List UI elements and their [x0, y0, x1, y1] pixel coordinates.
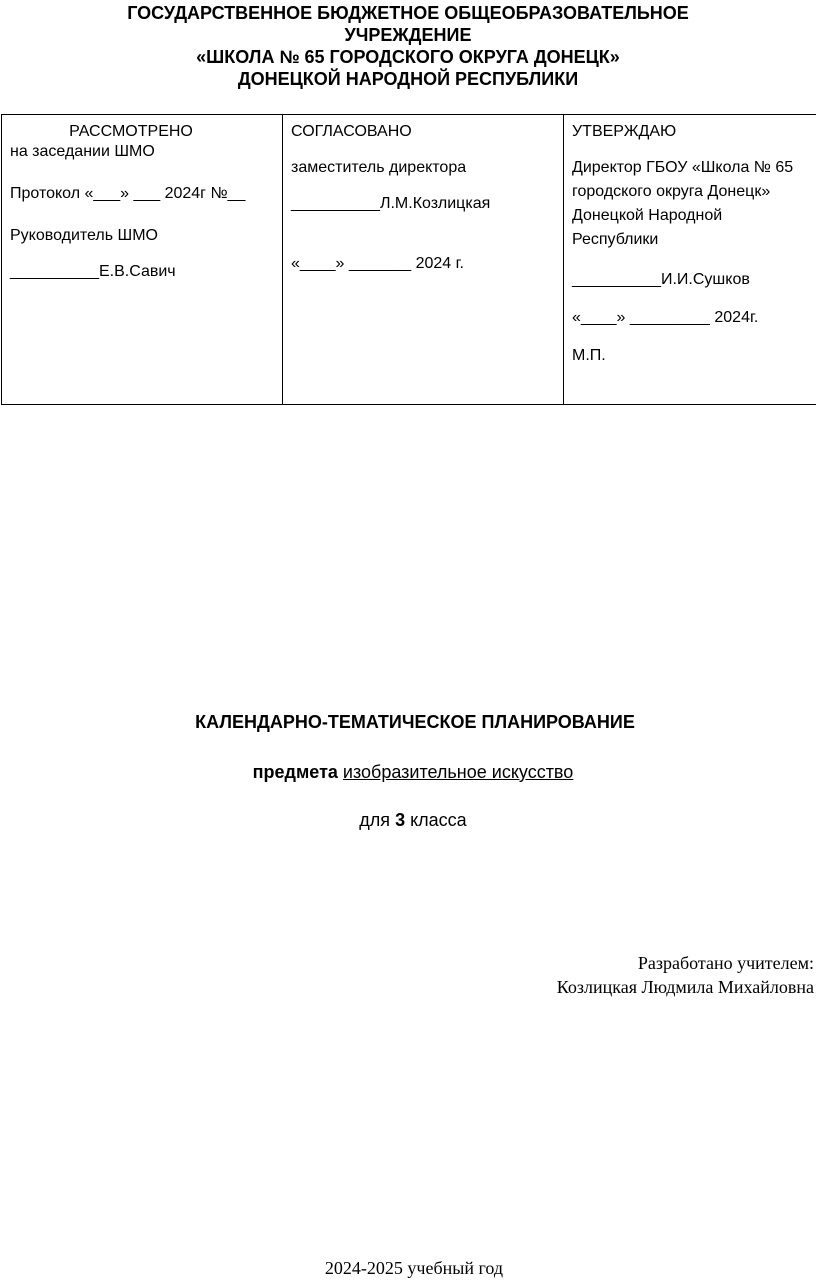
- grade-number: 3: [395, 810, 406, 830]
- reviewed-protocol: Протокол «___» ___ 2024г №__: [10, 185, 246, 202]
- reviewed-meeting: на заседании ШМО: [10, 143, 155, 160]
- grade-suffix: класса: [410, 810, 467, 830]
- header-line-2: УЧРЕЖДЕНИЕ: [344, 25, 472, 45]
- agreed-signature: __________Л.М.Козлицкая: [291, 195, 491, 212]
- agreed-cell: [283, 115, 564, 405]
- approved-signature: __________И.И.Сушков: [572, 271, 750, 288]
- author-name: Козлицкая Людмила Михайловна: [556, 977, 814, 997]
- approved-date: «____» _________ 2024г.: [572, 309, 759, 326]
- grade-prefix: для: [359, 810, 391, 830]
- subject-label: предмета: [252, 762, 338, 782]
- approved-role-4: Республики: [572, 231, 659, 248]
- reviewed-head: Руководитель ШМО: [10, 227, 158, 244]
- approved-cell: [564, 115, 816, 405]
- reviewed-cell: [2, 115, 283, 405]
- school-header: [0, 2, 816, 90]
- author-block: [557, 951, 814, 999]
- approved-role-2: городского округа Донецк»: [572, 183, 771, 200]
- subject-value: изобразительное искусство: [342, 762, 574, 782]
- author-label: Разработано учителем:: [637, 953, 814, 973]
- approved-title: УТВЕРЖДАЮ: [572, 123, 677, 140]
- reviewed-signature: __________Е.В.Савич: [10, 263, 176, 280]
- academic-year: 2024-2025 учебный год: [324, 1258, 504, 1278]
- header-line-3: «ШКОЛА № 65 ГОРОДСКОГО ОКРУГА ДОНЕЦК»: [196, 47, 620, 67]
- approval-table: [1, 114, 816, 405]
- agreed-date: «____» _______ 2024 г.: [291, 255, 464, 272]
- approved-role-1: Директор ГБОУ «Школа № 65: [572, 159, 794, 176]
- agreed-title: СОГЛАСОВАНО: [291, 123, 412, 140]
- agreed-role: заместитель директора: [291, 159, 467, 176]
- document-title: КАЛЕНДАРНО-ТЕМАТИЧЕСКОЕ ПЛАНИРОВАНИЕ: [195, 712, 635, 732]
- subject-line: [0, 762, 816, 783]
- approved-stamp: М.П.: [572, 347, 606, 364]
- grade-line: [0, 810, 816, 831]
- approved-role-3: Донецкой Народной: [572, 207, 723, 224]
- reviewed-title: РАССМОТРЕНО: [69, 123, 193, 140]
- header-line-1: ГОСУДАРСТВЕННОЕ БЮДЖЕТНОЕ ОБЩЕОБРАЗОВАТЕЛЬНОЕ: [127, 3, 689, 23]
- header-line-4: ДОНЕЦКОЙ НАРОДНОЙ РЕСПУБЛИКИ: [237, 69, 579, 89]
